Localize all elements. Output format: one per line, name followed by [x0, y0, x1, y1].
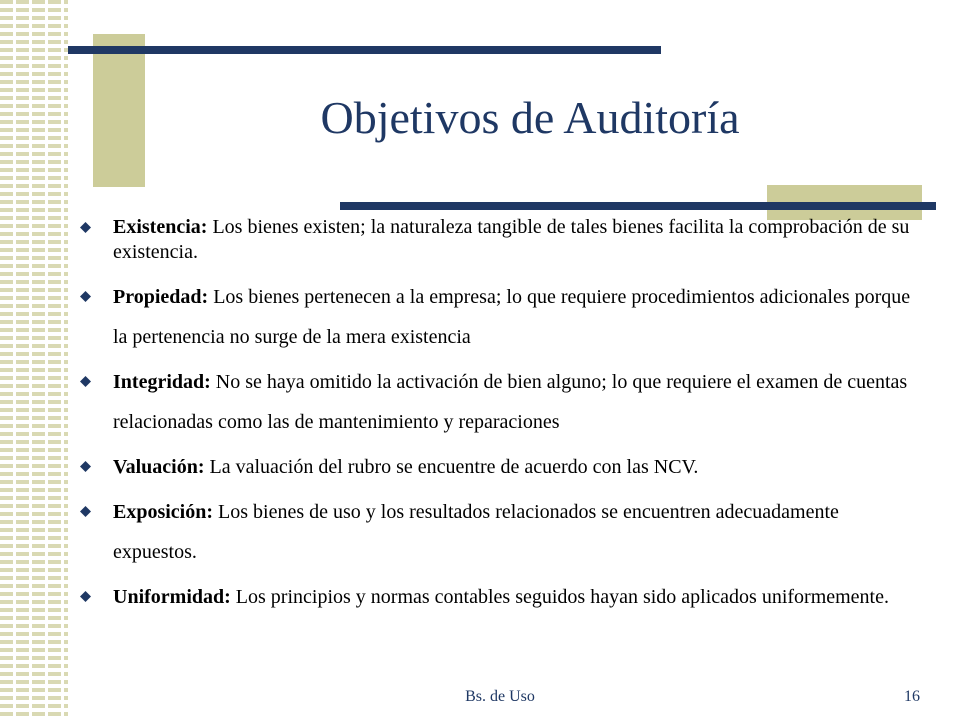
bullet-text: No se haya omitido la activación de bien alguno; lo que requiere el examen de cuentas relacionadas como las de mantenimiento y reparaciones: [113, 371, 908, 433]
bullet-text: La valuación del rubro se encuentre de acuerdo con las NCV.: [204, 456, 699, 478]
slide-title: Objetivos de Auditoría: [320, 92, 740, 143]
bullet-term: Valuación:: [113, 456, 205, 478]
bullet-text: Los principios y normas contables seguidos hayan sido aplicados uniformemente.: [230, 586, 889, 608]
diamond-bullet-icon: [80, 461, 91, 472]
bullet-exposicion: [78, 492, 923, 572]
bullet-term: Integridad:: [113, 371, 211, 393]
bullet-integridad: [78, 362, 923, 442]
bullet-propiedad: [78, 277, 923, 357]
bullet-term: Uniformidad:: [113, 586, 231, 608]
bullet-text: Los bienes pertenecen a la empresa; lo que requiere procedimientos adicionales porque la pertenencia no surge de la mera existencia: [113, 286, 911, 348]
bullet-text: Los bienes existen; la naturaleza tangible de tales bienes facilita la comprobación de su existencia.: [113, 216, 910, 263]
bullet-valuacion: [78, 447, 923, 487]
navy-accent-bar-top: [68, 46, 661, 54]
diamond-bullet-icon: [80, 591, 91, 602]
tan-accent-block-left: [93, 34, 145, 187]
bullet-list: [78, 215, 923, 617]
diamond-bullet-icon: [80, 506, 91, 517]
navy-accent-bar-middle: [340, 202, 936, 210]
bullet-term: Propiedad:: [113, 286, 209, 308]
bullet-term: Existencia:: [113, 216, 208, 238]
bullet-uniformidad: [78, 577, 923, 617]
diamond-bullet-icon: [80, 222, 91, 233]
left-stripe-border: [0, 0, 68, 720]
footer-page-number: 16: [904, 688, 920, 705]
bullet-term: Exposición:: [113, 501, 214, 523]
bullet-existencia: [78, 215, 923, 265]
diamond-bullet-icon: [80, 376, 91, 387]
bullet-text: Los bienes de uso y los resultados relacionados se encuentren adecuadamente expuestos.: [113, 501, 839, 563]
footer-section-label: Bs. de Uso: [465, 688, 535, 705]
diamond-bullet-icon: [80, 291, 91, 302]
